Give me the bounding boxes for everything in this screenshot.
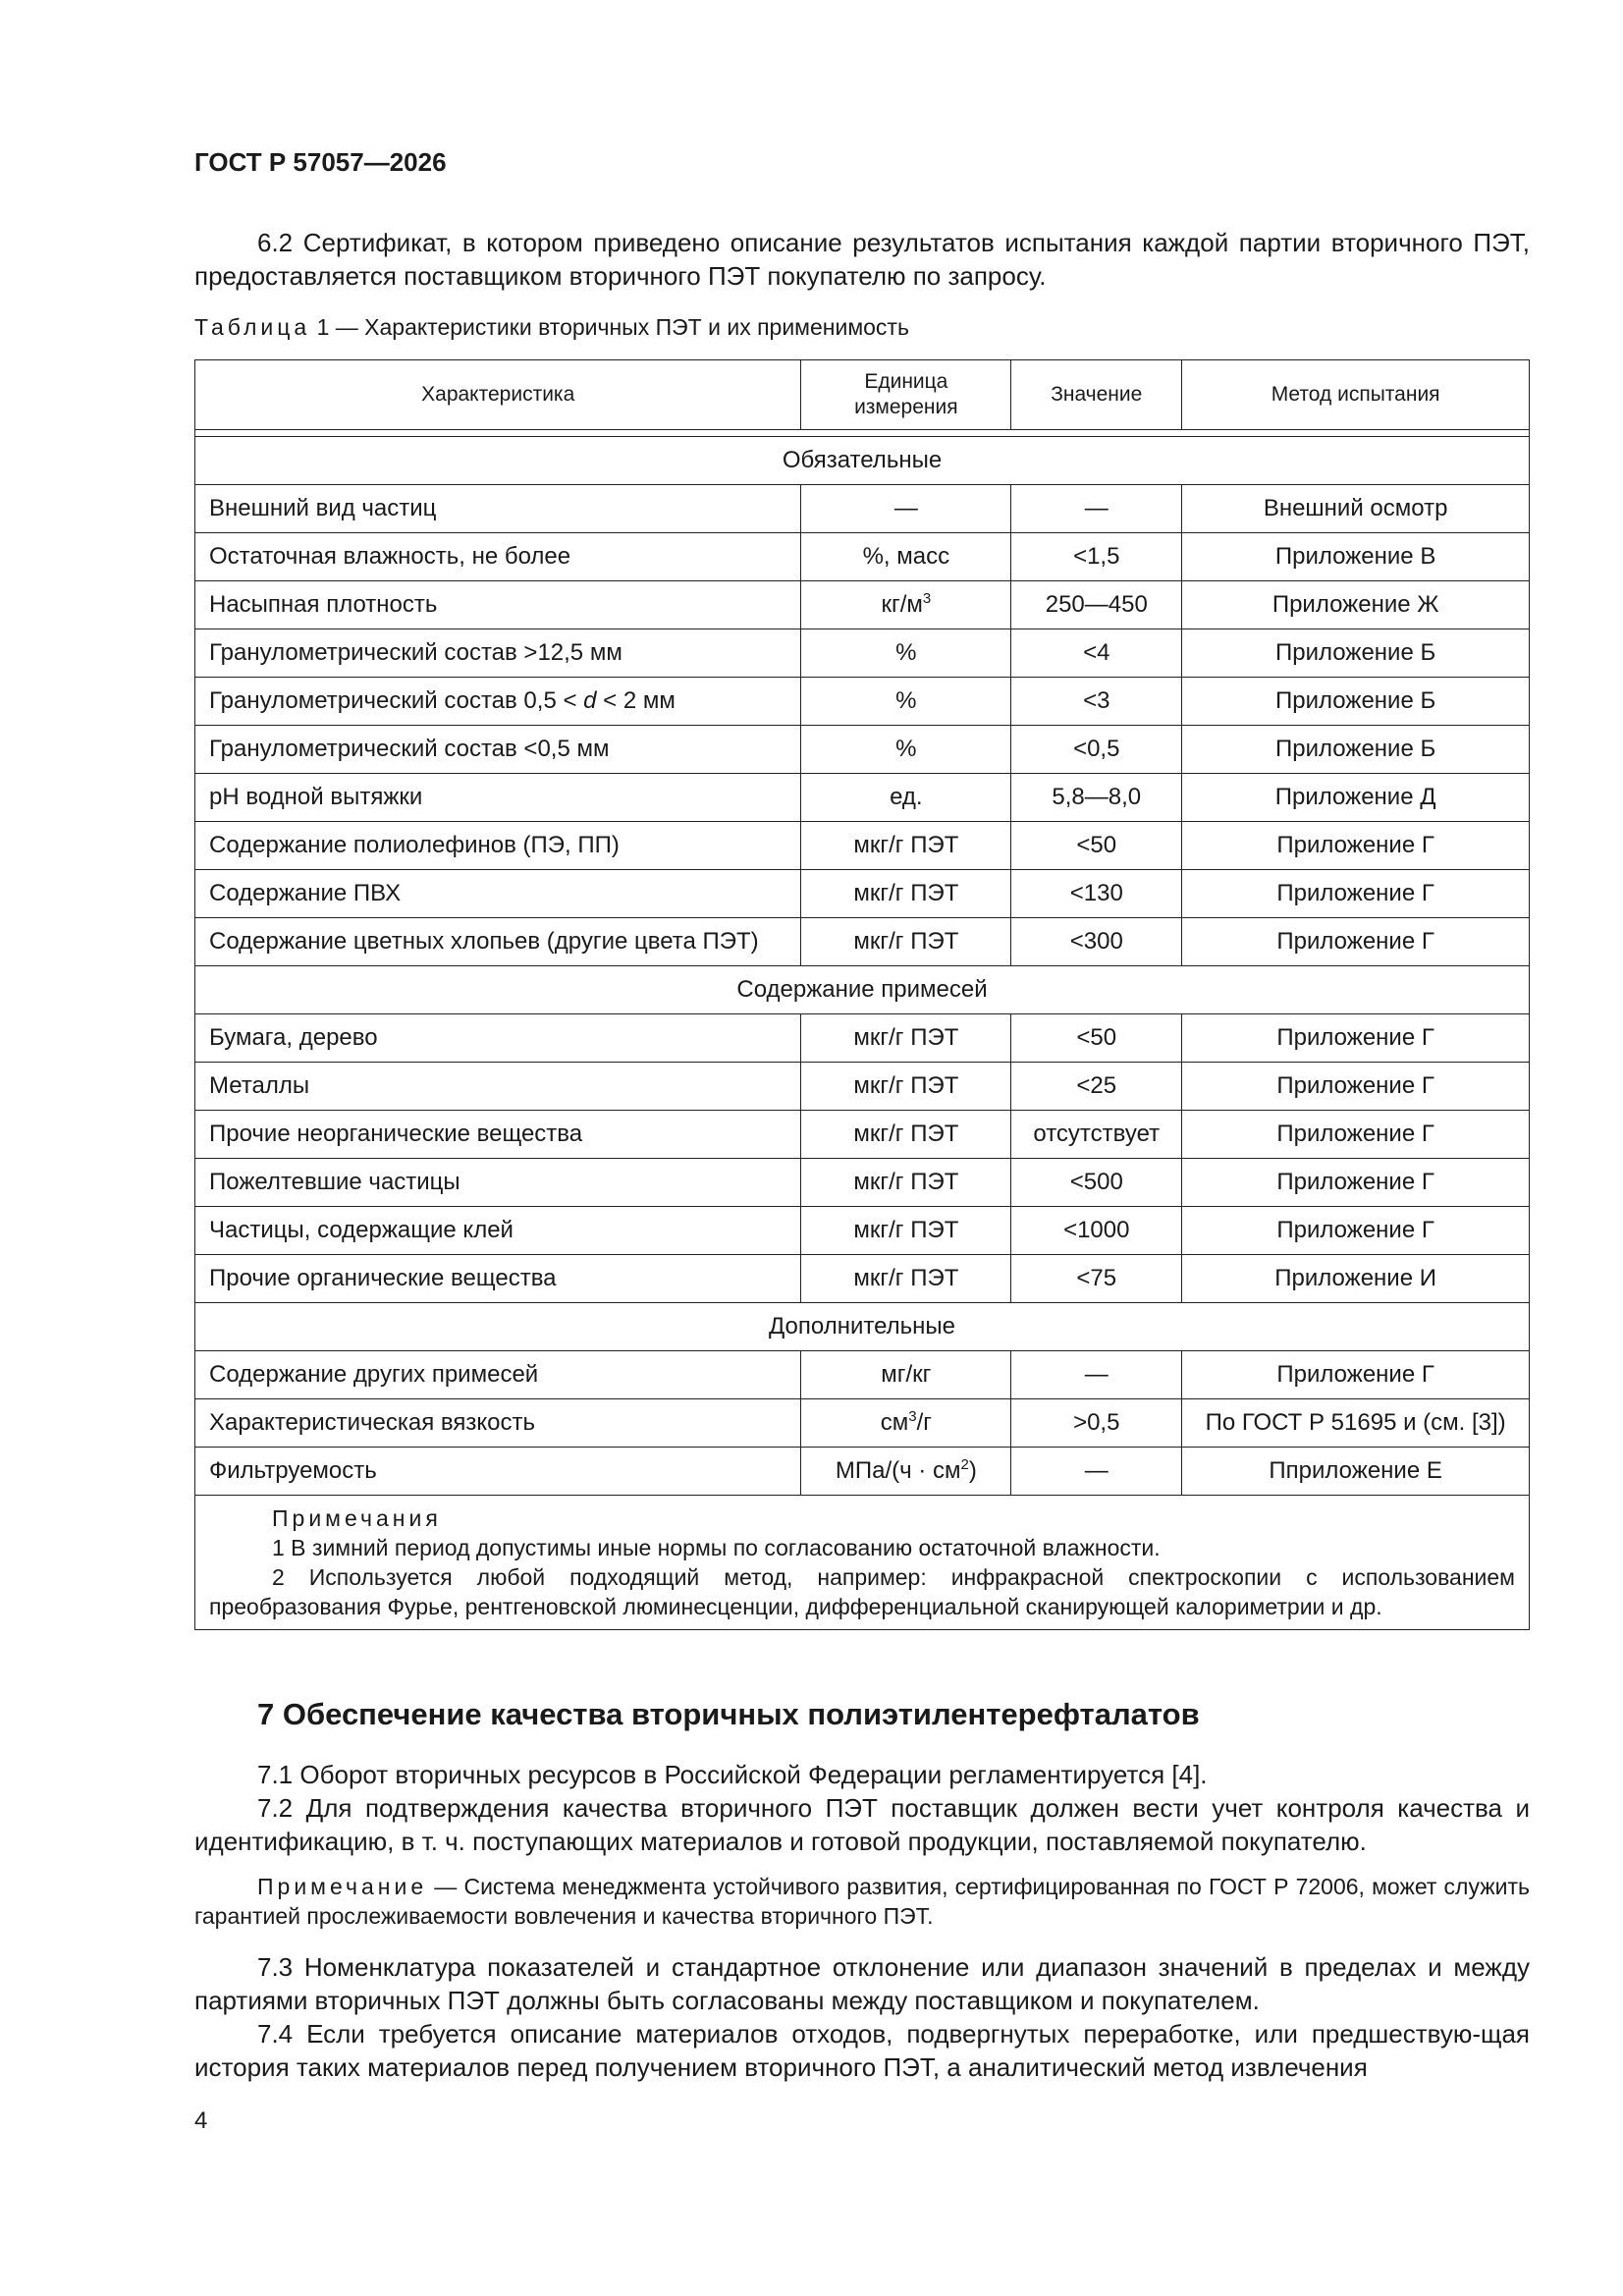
section-row-mandatory: Обязательные	[195, 437, 1530, 485]
paragraph-7-2: 7.2 Для подтверждения качества вторичного ПЭТ поставщик должен вести учет контроля качества и идентификацию, в т. ч. поступающих материалов и готовой продукции, поставляемой покупателю.	[194, 1793, 1530, 1856]
table-row: Фильтруемость $МПа/(ч \cdot см^2)$ — Пприложение Е	[195, 1448, 1530, 1496]
section-row-additional: Дополнительные	[195, 1303, 1530, 1351]
notes-title: Примечания	[272, 1505, 442, 1531]
table-row: Прочие органические вещества мкг/г ПЭТ <75 Приложение И	[195, 1255, 1530, 1303]
table-row: Содержание полиолефинов (ПЭ, ПП) мкг/г ПЭТ <50 Приложение Г	[195, 822, 1530, 870]
table-notes-row	[195, 1496, 1530, 1630]
paragraph-7-1: 7.1 Оборот вторичных ресурсов в Российской Федерации регламентируется [4].	[257, 1760, 1208, 1789]
table-row: Насыпная плотность $кг/м^3$ 250—450 Приложение Ж	[195, 581, 1530, 629]
table-header-row	[195, 360, 1530, 430]
paragraph-7-3: 7.3 Номенклатура показателей и стандартное отклонение или диапазон значений в пределах и между партиями вторичных ПЭТ должны быть согласованы между поставщиком и покупателем.	[194, 1952, 1530, 2015]
header-unit: Единица измерения	[801, 360, 1011, 430]
table-row: Прочие неорганические вещества мкг/г ПЭТ отсутствует Приложение Г	[195, 1111, 1530, 1159]
paragraph-7-4: 7.4 Если требуется описание материалов отходов, подвергнутых переработке, или предшествую-щая история таких материалов перед получением вторичного ПЭТ, а аналитический метод извлечения	[194, 2019, 1530, 2082]
document-header: ГОСТ Р 57057—2026	[194, 147, 447, 177]
header-characteristic: Характеристика	[195, 360, 801, 430]
table-row: Остаточная влажность, не более %, масс <1,5 Приложение В	[195, 533, 1530, 581]
note-label: Примечание	[257, 1874, 428, 1899]
table-row: pH водной вытяжки ед. 5,8—8,0 Приложение Д	[195, 774, 1530, 822]
header-method: Метод испытания	[1182, 360, 1530, 430]
table-row: Гранулометрический состав <0,5 мм % <0,5 Приложение Б	[195, 726, 1530, 774]
header-value: Значение	[1011, 360, 1182, 430]
table-caption-text: 1 — Характеристики вторичных ПЭТ и их применимость	[310, 314, 909, 340]
section-7-title: 7 Обеспечение качества вторичных полиэтилентерефталатов	[257, 1697, 1200, 1731]
table-row: Гранулометрический состав 0,5 < d < 2 мм % <3 Приложение Б	[195, 678, 1530, 726]
section-7-note	[194, 1872, 1530, 1931]
table-row: Пожелтевшие частицы мкг/г ПЭТ <500 Приложение Г	[195, 1159, 1530, 1207]
header-separator	[195, 430, 1530, 437]
table-row: Характеристическая вязкость $см^3/г$ >0,5 По ГОСТ Р 51695 и (см. [3])	[195, 1399, 1530, 1448]
table-row: Бумага, дерево мкг/г ПЭТ <50 Приложение Г	[195, 1014, 1530, 1063]
table-caption	[194, 314, 909, 341]
table-row: Содержание других примесей мг/кг — Приложение Г	[195, 1351, 1530, 1399]
table-row: Содержание цветных хлопьев (другие цвета ПЭТ) мкг/г ПЭТ <300 Приложение Г	[195, 918, 1530, 966]
table-row: Металлы мкг/г ПЭТ <25 Приложение Г	[195, 1063, 1530, 1111]
table-row: Внешний вид частиц — — Внешний осмотр	[195, 485, 1530, 533]
table-row: Частицы, содержащие клей мкг/г ПЭТ <1000 Приложение Г	[195, 1207, 1530, 1255]
table-row: Гранулометрический состав >12,5 мм % <4 Приложение Б	[195, 629, 1530, 678]
page-number: 4	[194, 2107, 208, 2134]
characteristics-table	[194, 359, 1530, 1630]
table-row: Содержание ПВХ мкг/г ПЭТ <130 Приложение Г	[195, 870, 1530, 918]
note-1: 1 В зимний период допустимы иные нормы по согласованию остаточной влажности.	[272, 1535, 1161, 1560]
table-caption-prefix: Таблица	[194, 314, 311, 340]
paragraph-6-2: 6.2 Сертификат, в котором приведено описание результатов испытания каждой партии вторичного ПЭТ, предоставляется поставщиком вторичного ПЭТ покупателю по запросу.	[194, 228, 1530, 291]
note-text: — Система менеджмента устойчивого развития, сертифицированная по ГОСТ Р 72006, может служить гарантией прослеживаемости вовлечения и качества вторичного ПЭТ.	[194, 1874, 1530, 1929]
section-row-impurities: Содержание примесей	[195, 966, 1530, 1014]
note-2: 2 Используется любой подходящий метод, например: инфракрасной спектроскопии с использованием преобразования Фурье, рентгеновской люминесценции, дифференциальной сканирующей калориметрии и др.	[209, 1564, 1515, 1619]
